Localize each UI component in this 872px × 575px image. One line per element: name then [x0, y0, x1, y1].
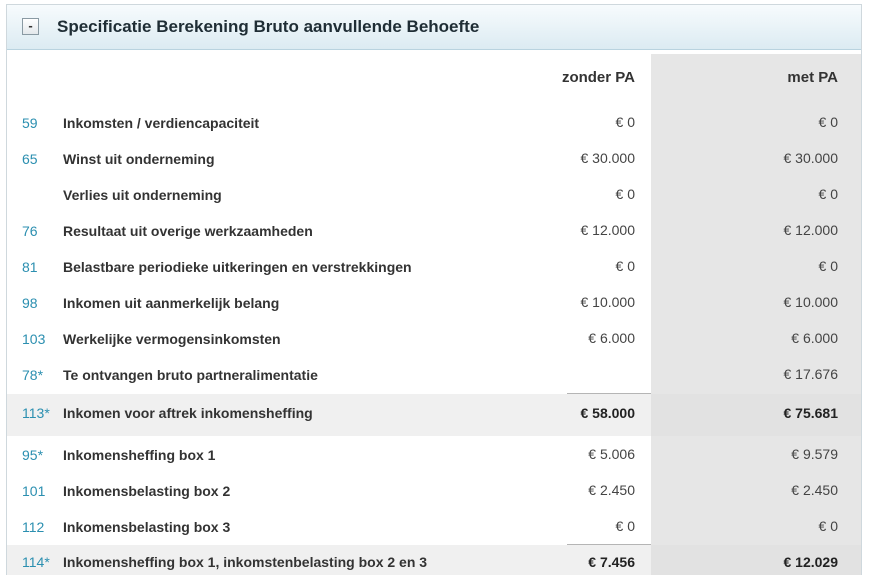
value-met-pa: € 9.579 — [791, 446, 838, 462]
panel-header — [7, 5, 861, 50]
value-zonder-pa: € 10.000 — [580, 294, 635, 310]
table-row — [7, 321, 861, 357]
table-row — [7, 213, 861, 249]
table-row — [7, 249, 861, 285]
row-label: Inkomensbelasting box 3 — [63, 519, 231, 535]
row-label: Inkomensheffing box 1 — [63, 447, 216, 463]
row-label: Inkomen uit aanmerkelijk belang — [63, 295, 280, 311]
table-row — [7, 437, 861, 473]
value-met-pa: € 12.000 — [783, 222, 838, 238]
panel-title: Specificatie Berekening Bruto aanvullende Behoefte — [57, 17, 480, 36]
column-header-zonder-pa: zonder PA — [561, 69, 635, 86]
row-label: Winst uit onderneming — [63, 151, 215, 167]
value-met-pa: € 17.676 — [783, 366, 838, 382]
table-row — [7, 141, 861, 177]
row-number: 78* — [22, 367, 44, 383]
row-number: 103 — [22, 331, 46, 347]
row-number: 81 — [22, 259, 38, 275]
value-zonder-pa: € 12.000 — [580, 222, 635, 238]
table-row-total — [7, 545, 861, 575]
value-zonder-pa: € 0 — [615, 518, 635, 534]
value-met-pa: € 0 — [818, 186, 838, 202]
table-row — [7, 473, 861, 509]
row-label: Verlies uit onderneming — [63, 187, 222, 203]
value-zonder-pa: € 0 — [615, 186, 635, 202]
specification-panel — [6, 4, 862, 575]
row-number: 112 — [22, 519, 45, 535]
row-number: 113* — [22, 405, 50, 421]
value-met-pa: € 75.681 — [783, 405, 838, 421]
row-label: Inkomsten / verdiencapaciteit — [63, 115, 260, 131]
value-met-pa: € 12.029 — [783, 554, 838, 570]
row-number: 76 — [22, 223, 38, 239]
row-number: 95* — [22, 447, 44, 463]
column-header-met-pa: met PA — [787, 69, 838, 86]
row-label: Inkomensheffing box 1, inkomstenbelasting box 2 en 3 — [63, 554, 428, 570]
table-row — [7, 105, 861, 141]
value-zonder-pa: € 58.000 — [580, 405, 635, 421]
row-label: Belastbare periodieke uitkeringen en verstrekkingen — [63, 259, 412, 275]
value-met-pa: € 0 — [818, 114, 838, 130]
table-row — [7, 177, 861, 213]
collapse-button[interactable]: - — [22, 18, 39, 35]
row-label: Te ontvangen bruto partneralimentatie — [63, 367, 318, 383]
row-number: 98 — [22, 295, 38, 311]
value-zonder-pa: € 0 — [615, 258, 635, 274]
value-zonder-pa: € 30.000 — [580, 150, 635, 166]
value-zonder-pa: € 2.450 — [588, 482, 635, 498]
value-zonder-pa: € 0 — [615, 114, 635, 130]
value-zonder-pa: € 7.456 — [588, 554, 635, 570]
row-number: 101 — [22, 483, 46, 499]
value-zonder-pa: € 6.000 — [588, 330, 635, 346]
value-met-pa: € 6.000 — [791, 330, 838, 346]
table-row — [7, 509, 861, 545]
table-row — [7, 357, 861, 393]
value-met-pa: € 30.000 — [783, 150, 838, 166]
value-met-pa: € 0 — [818, 258, 838, 274]
row-number: 65 — [22, 151, 38, 167]
row-label: Inkomen voor aftrek inkomensheffing — [63, 405, 313, 421]
row-number: 59 — [22, 115, 38, 131]
value-met-pa: € 0 — [818, 518, 838, 534]
value-met-pa: € 2.450 — [791, 482, 838, 498]
row-label: Resultaat uit overige werkzaamheden — [63, 223, 313, 239]
row-number: 114* — [22, 554, 50, 570]
value-zonder-pa: € 5.006 — [588, 446, 635, 462]
value-met-pa: € 10.000 — [783, 294, 838, 310]
table-row-total — [7, 394, 861, 436]
row-label: Werkelijke vermogensinkomsten — [63, 331, 281, 347]
row-label: Inkomensbelasting box 2 — [63, 483, 231, 499]
table-row — [7, 285, 861, 321]
